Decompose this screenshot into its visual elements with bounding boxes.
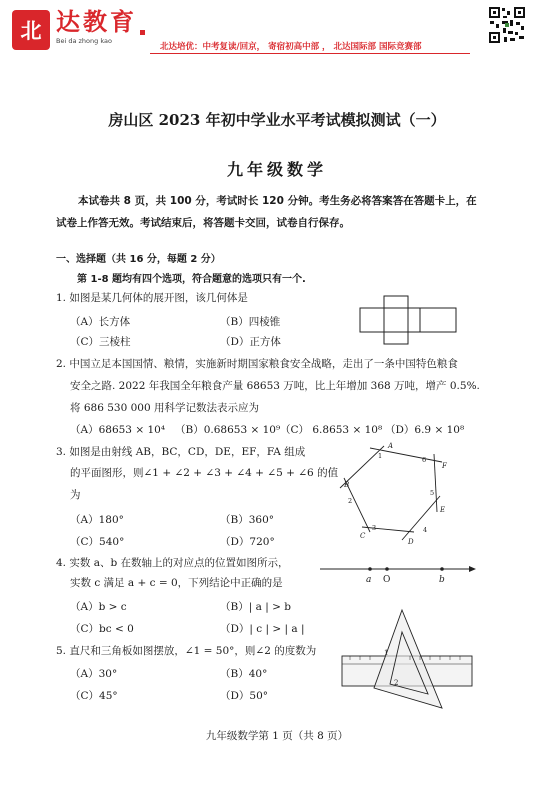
angle-label-2: 2: [394, 679, 399, 687]
question-1-text: 1. 如图是某几何体的展开图，该几何体是: [56, 292, 248, 304]
label-C: C: [360, 532, 366, 540]
logo-char: 北: [20, 19, 42, 43]
angle-label-1: 1: [384, 649, 389, 657]
exam-subtitle: 九年级数学: [226, 160, 327, 179]
question-3-line-3: 为: [70, 489, 81, 501]
angle-label-2: 2: [348, 497, 353, 505]
section-heading: 一、选择题（共 16 分，每题 2 分）: [56, 254, 221, 265]
angle-label-4: 4: [423, 526, 428, 534]
brand-dot: [140, 30, 145, 35]
q2-option-d: （D）6.9 × 10⁸: [385, 424, 465, 436]
q4-option-d: （D）| c | > | a |: [220, 623, 305, 635]
question-5-text: 5. 直尺和三角板如图摆放，∠1 = 50°，则∠2 的度数为: [56, 645, 317, 657]
q5-option-b: （B）40°: [220, 668, 268, 680]
q3-option-c: （C）540°: [70, 536, 125, 548]
number-line-diagram: [318, 558, 478, 588]
question-2-line-2: 安全之路. 2022 年我国全年粮食产量 68653 万吨，比上年增加 368 万吨，增产 0.5%.: [70, 380, 480, 392]
header-links: 北达培优：中考复读/回京， 寄宿初高中部 ， 北达国际部 国际竞赛部: [160, 42, 422, 52]
q1-option-c: （C）三棱柱: [70, 336, 131, 348]
q3-option-d: （D）720°: [220, 536, 275, 548]
q3-option-b: （B）360°: [220, 514, 275, 526]
q1-option-a: （A）长方体: [70, 316, 131, 328]
page-footer: 九年级数学第 1 页（共 8 页）: [205, 730, 349, 742]
question-4-line-2: 实数 c 满足 a + c = 0，下列结论中正确的是: [70, 577, 283, 589]
axis-label-a: a: [366, 575, 372, 585]
angle-label-5: 5: [430, 489, 435, 497]
ruler-triangle-diagram: [340, 606, 476, 714]
brand-name: 达教育: [56, 8, 137, 36]
section-note: 第 1-8 题均有四个选项，符合题意的选项只有一个.: [77, 274, 306, 285]
q1-option-d: （D）正方体: [220, 336, 281, 348]
label-B: B: [344, 481, 350, 489]
qr-code-icon: [488, 6, 526, 44]
question-3-line-1: 3. 如图是由射线 AB，BC，CD，DE，EF，FA 组成: [56, 446, 306, 458]
axis-label-o: O: [383, 575, 391, 585]
exam-notice: 本试卷共 8 页，共 100 分，考试时长 120 分钟。考生务必将答案答在答题卡上，在试卷上作答无效。考试结束后，将答题卡交回，试卷自行保存。: [56, 195, 477, 229]
q4-option-b: （B）| a | > b: [220, 601, 291, 613]
question-4-line-1: 4. 实数 a、b 在数轴上的对应点的位置如图所示，: [56, 557, 289, 569]
q2-option-c: （C） 6.8653 × 10⁸: [280, 424, 383, 436]
q5-option-a: （A）30°: [70, 668, 118, 680]
brand-logo: [12, 10, 50, 50]
axis-label-b: b: [439, 575, 445, 585]
header-divider: [150, 53, 470, 54]
angle-label-1: 1: [378, 452, 383, 460]
angle-label-3: 3: [372, 524, 377, 532]
question-2-line-3: 将 686 530 000 用科学记数法表示应为: [70, 402, 259, 414]
label-D: D: [408, 538, 414, 546]
label-E: E: [440, 506, 446, 514]
angle-label-6: 6: [422, 456, 427, 464]
q2-option-b: （B）0.68653 × 10⁹: [175, 424, 281, 436]
q5-option-c: （C）45°: [70, 690, 118, 702]
brand: [56, 8, 137, 45]
q3-option-a: （A）180°: [70, 514, 124, 526]
q2-option-a: （A）68653 × 10⁴: [70, 424, 166, 436]
exam-title: 房山区 2023 年初中学业水平考试模拟测试（一）: [108, 111, 446, 129]
q5-option-d: （D）50°: [220, 690, 269, 702]
question-2-line-1: 2. 中国立足本国国情、粮情，实施新时期国家粮食安全战略，走出了一条中国特色粮食: [56, 358, 458, 370]
brand-en: Bei da zhong kao: [56, 37, 112, 45]
label-A: A: [388, 442, 394, 450]
net-diagram: [358, 294, 460, 346]
question-3-line-2: 的平面图形，则∠1 + ∠2 + ∠3 + ∠4 + ∠5 + ∠6 的值: [70, 467, 339, 479]
label-F: F: [442, 462, 447, 470]
q4-option-a: （A）b > c: [70, 601, 127, 613]
q1-option-b: （B）四棱锥: [220, 316, 281, 328]
hexagon-rays-diagram: [330, 440, 460, 548]
q4-option-c: （C）bc < 0: [70, 623, 134, 635]
